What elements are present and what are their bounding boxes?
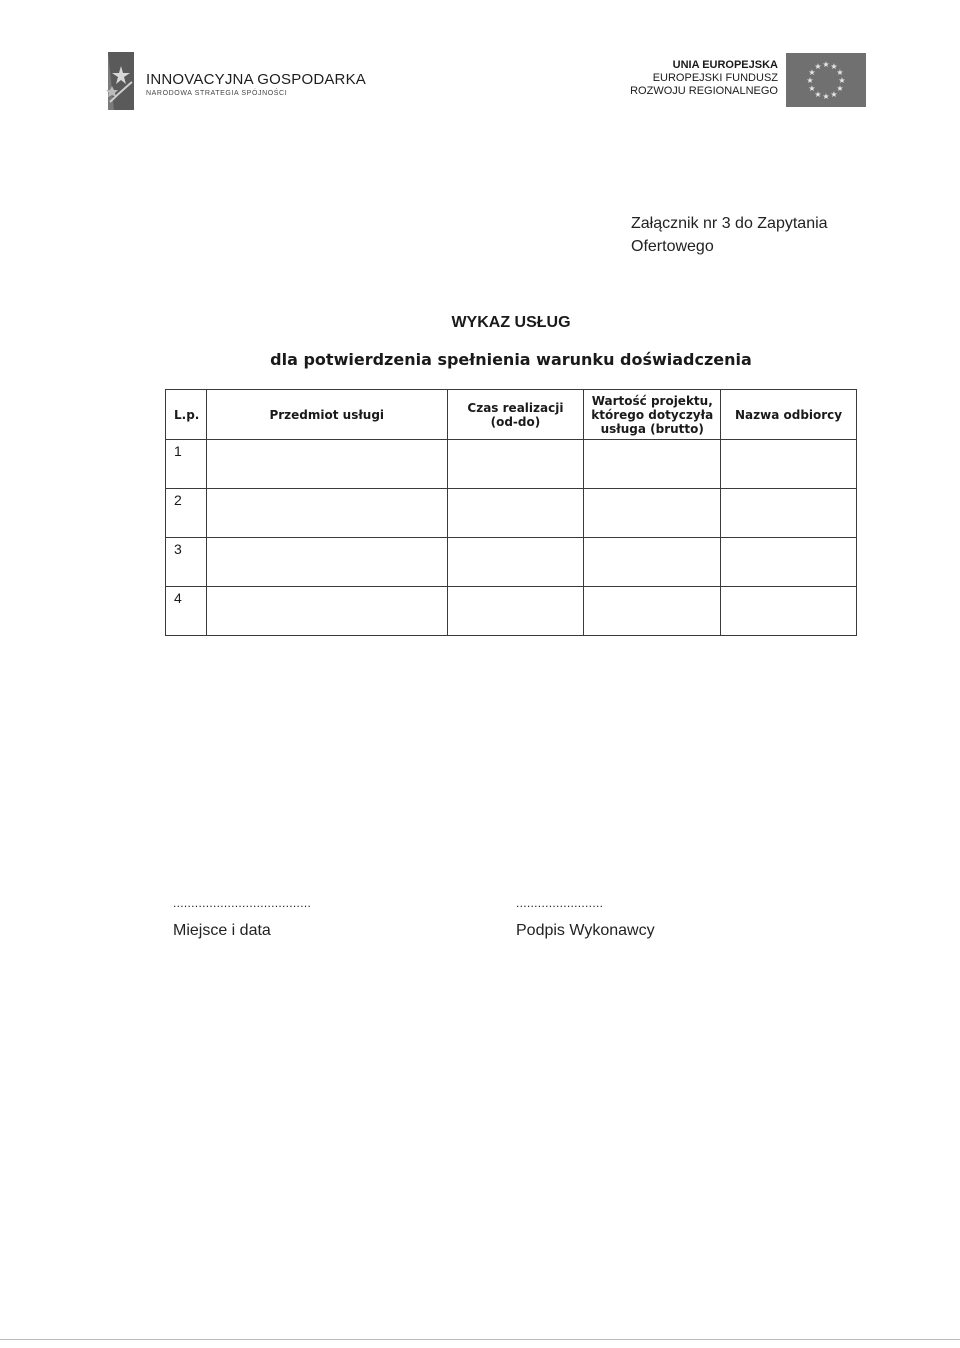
table-header-row — [166, 390, 857, 440]
svg-text:★: ★ — [808, 84, 816, 93]
table-row — [166, 440, 857, 489]
cell-time — [447, 538, 584, 587]
cell-subject — [206, 538, 447, 587]
left-logo-title: INNOVACYJNA GOSPODARKA — [146, 71, 367, 88]
services-table — [165, 389, 857, 636]
cell-subject — [206, 587, 447, 636]
cell-subject — [206, 489, 447, 538]
header-value — [584, 390, 721, 440]
svg-text:★: ★ — [814, 62, 822, 71]
cell-recipient — [721, 489, 857, 538]
header-value-line1: Wartość projektu, — [591, 393, 713, 408]
table-row — [166, 538, 857, 587]
svg-text:★: ★ — [814, 90, 822, 99]
contractor-signature-label: Podpis Wykonawcy — [516, 922, 655, 939]
cell-time — [447, 440, 584, 489]
eu-logo-line2: EUROPEJSKI FUNDUSZ — [652, 72, 778, 84]
table-row — [166, 587, 857, 636]
place-date-label: Miejsce i data — [173, 922, 271, 939]
svg-text:★: ★ — [822, 60, 830, 69]
eu-logo-line3: ROZWOJU REGIONALNEGO — [630, 85, 778, 97]
row-number: 1 — [166, 440, 207, 489]
left-logo-text — [146, 72, 366, 97]
header-time-line2: (od-do) — [490, 414, 541, 429]
cell-time — [447, 489, 584, 538]
svg-text:★: ★ — [830, 62, 838, 71]
cell-value — [584, 440, 721, 489]
cell-recipient — [721, 587, 857, 636]
svg-text:★: ★ — [830, 90, 838, 99]
document-title: WYKAZ USŁUG — [451, 314, 571, 331]
cell-value — [584, 587, 721, 636]
row-number: 3 — [166, 538, 207, 587]
cell-subject — [206, 440, 447, 489]
eu-logo-line1: UNIA EUROPEJSKA — [672, 59, 778, 71]
page-bottom-edge — [0, 1339, 960, 1340]
annex-line1: Załącznik nr 3 do Zapytania — [631, 215, 828, 232]
svg-text:★: ★ — [836, 84, 844, 93]
svg-text:★: ★ — [838, 76, 846, 85]
annex-line2: Ofertowego — [631, 238, 714, 255]
contractor-signature-dots: ........................ — [516, 896, 604, 910]
cell-time — [447, 587, 584, 636]
svg-text:★: ★ — [836, 68, 844, 77]
eu-flag-icon — [786, 53, 866, 107]
cell-recipient — [721, 440, 857, 489]
row-number: 4 — [166, 587, 207, 636]
header-value-line2: którego dotyczyła — [591, 407, 714, 422]
innowacyjna-gospodarka-logo-icon — [104, 52, 134, 110]
place-date-signature — [173, 896, 311, 940]
header-lp: L.p. — [166, 390, 207, 440]
header-time — [447, 390, 584, 440]
left-logo-subtitle: NARODOWA STRATEGIA SPÓJNOŚCI — [146, 90, 288, 97]
svg-text:★: ★ — [806, 76, 814, 85]
document-subtitle: dla potwierdzenia spełnienia warunku doświadczenia — [270, 350, 752, 369]
table-row — [166, 489, 857, 538]
eu-logo-text — [630, 59, 778, 98]
svg-text:★: ★ — [822, 92, 830, 101]
cell-recipient — [721, 538, 857, 587]
annex-caption — [631, 212, 828, 258]
row-number: 2 — [166, 489, 207, 538]
contractor-signature — [516, 896, 655, 940]
place-date-dots: ...................................... — [173, 896, 312, 910]
cell-value — [584, 538, 721, 587]
header-recipient: Nazwa odbiorcy — [721, 390, 857, 440]
header-value-line3: usługa (brutto) — [600, 421, 704, 436]
header-time-line1: Czas realizacji — [467, 400, 564, 415]
header-subject: Przedmiot usługi — [206, 390, 447, 440]
cell-value — [584, 489, 721, 538]
svg-text:★: ★ — [808, 68, 816, 77]
